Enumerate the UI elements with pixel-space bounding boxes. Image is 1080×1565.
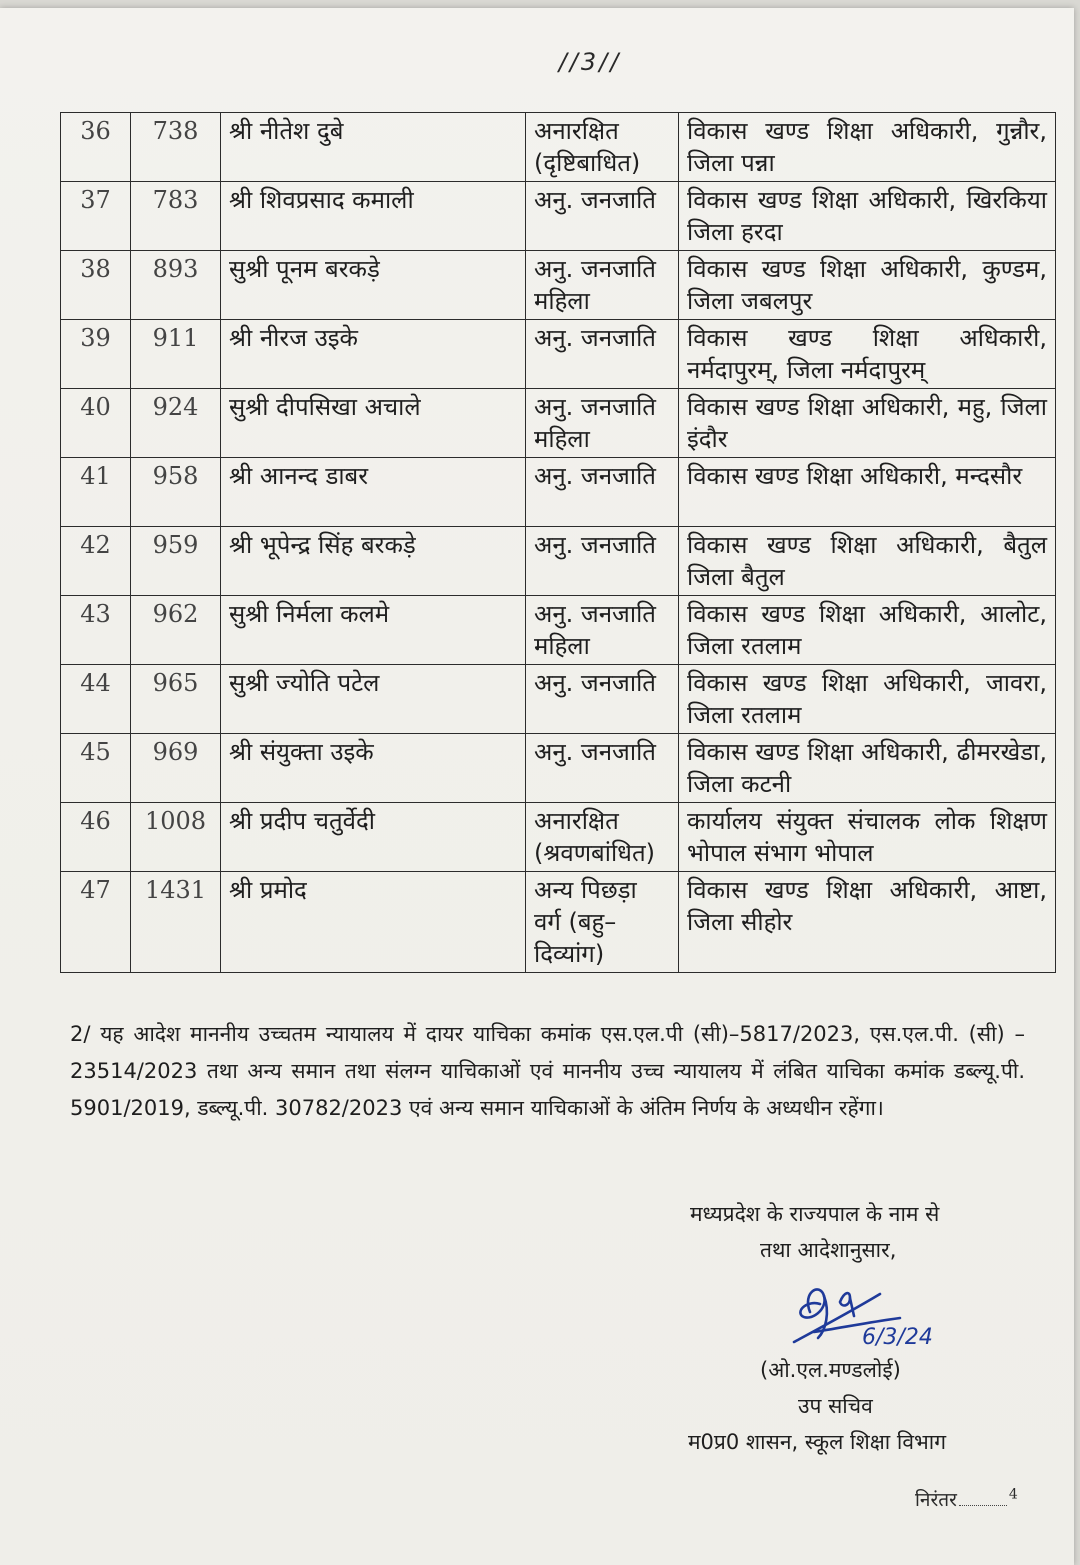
- signature-date: 6/3/24: [862, 1325, 933, 1350]
- category-cell: अनु. जनजाति: [526, 734, 679, 803]
- handwritten-signature: [780, 1272, 940, 1362]
- category-cell: अनु. जनजाति महिला: [526, 251, 679, 320]
- serial-number-cell: 39: [61, 320, 131, 389]
- name-cell: सुश्री निर्मला कलमे: [221, 596, 526, 665]
- serial-number-cell: 47: [61, 872, 131, 973]
- posting-cell: विकास खण्ड शिक्षा अधिकारी, गुन्नौर, जिला पन्ना: [679, 113, 1056, 182]
- table-row: [61, 320, 1056, 389]
- rank-cell: 893: [131, 251, 221, 320]
- category-cell: अनु. जनजाति महिला: [526, 596, 679, 665]
- table-row: [61, 596, 1056, 665]
- posting-cell: विकास खण्ड शिक्षा अधिकारी, जावरा, जिला रतलाम: [679, 665, 1056, 734]
- rank-cell: 924: [131, 389, 221, 458]
- name-cell: सुश्री ज्योति पटेल: [221, 665, 526, 734]
- category-cell: अन्य पिछड़ा वर्ग (बहु–दिव्यांग): [526, 872, 679, 973]
- category-cell: अनु. जनजाति: [526, 665, 679, 734]
- serial-number-cell: 46: [61, 803, 131, 872]
- posting-cell: विकास खण्ड शिक्षा अधिकारी, नर्मदापुरम्, जिला नर्मदापुरम्: [679, 320, 1056, 389]
- serial-number-cell: 40: [61, 389, 131, 458]
- posting-cell: विकास खण्ड शिक्षा अधिकारी, आष्टा, जिला सीहोर: [679, 872, 1056, 973]
- serial-number-cell: 44: [61, 665, 131, 734]
- rank-cell: 958: [131, 458, 221, 527]
- rank-cell: 969: [131, 734, 221, 803]
- name-cell: श्री भूपेन्द्र सिंह बरकड़े: [221, 527, 526, 596]
- name-cell: श्री शिवप्रसाद कमाली: [221, 182, 526, 251]
- table-row: [61, 251, 1056, 320]
- continued-note: [915, 1486, 1018, 1512]
- name-cell: श्री प्रदीप चतुर्वेदी: [221, 803, 526, 872]
- table-row: [61, 872, 1056, 973]
- posting-cell: विकास खण्ड शिक्षा अधिकारी, मन्दसौर: [679, 458, 1056, 527]
- next-page-number: 4: [1008, 1486, 1018, 1503]
- table-row: [61, 182, 1056, 251]
- name-cell: श्री नीरज उइके: [221, 320, 526, 389]
- name-cell: सुश्री पूनम बरकड़े: [221, 251, 526, 320]
- serial-number-cell: 38: [61, 251, 131, 320]
- continued-label: निरंतर: [915, 1489, 957, 1511]
- name-cell: श्री नीतेश दुबे: [221, 113, 526, 182]
- category-cell: अनु. जनजाति: [526, 182, 679, 251]
- table-row: [61, 803, 1056, 872]
- order-line: तथा आदेशानुसार,: [760, 1238, 897, 1262]
- category-cell: अनारक्षित (श्रवणबांधित): [526, 803, 679, 872]
- table-row: [61, 458, 1056, 527]
- officer-posting-table: [60, 112, 1056, 973]
- posting-cell: विकास खण्ड शिक्षा अधिकारी, बैतुल जिला बैतुल: [679, 527, 1056, 596]
- rank-cell: 1431: [131, 872, 221, 973]
- posting-cell: विकास खण्ड शिक्षा अधिकारी, महु, जिला इंदौर: [679, 389, 1056, 458]
- category-cell: अनारक्षित (दृष्टिबाधित): [526, 113, 679, 182]
- category-cell: अनु. जनजाति: [526, 458, 679, 527]
- serial-number-cell: 43: [61, 596, 131, 665]
- rank-cell: 738: [131, 113, 221, 182]
- posting-cell: कार्यालय संयुक्त संचालक लोक शिक्षण भोपाल संभाग भोपाल: [679, 803, 1056, 872]
- serial-number-cell: 37: [61, 182, 131, 251]
- serial-number-cell: 42: [61, 527, 131, 596]
- table-row: [61, 389, 1056, 458]
- rank-cell: 783: [131, 182, 221, 251]
- serial-number-cell: 36: [61, 113, 131, 182]
- document-page: [0, 8, 1074, 1565]
- posting-cell: विकास खण्ड शिक्षा अधिकारी, कुण्डम, जिला जबलपुर: [679, 251, 1056, 320]
- posting-cell: विकास खण्ड शिक्षा अधिकारी, आलोट, जिला रतलाम: [679, 596, 1056, 665]
- table-row: [61, 113, 1056, 182]
- serial-number-cell: 41: [61, 458, 131, 527]
- category-cell: अनु. जनजाति महिला: [526, 389, 679, 458]
- posting-cell: विकास खण्ड शिक्षा अधिकारी, खिरकिया जिला हरदा: [679, 182, 1056, 251]
- rank-cell: 965: [131, 665, 221, 734]
- rank-cell: 1008: [131, 803, 221, 872]
- signatory-name: (ओ.एल.मण्डलोई): [760, 1358, 901, 1382]
- rank-cell: 962: [131, 596, 221, 665]
- name-cell: श्री संयुक्ता उइके: [221, 734, 526, 803]
- rank-cell: 911: [131, 320, 221, 389]
- category-cell: अनु. जनजाति: [526, 320, 679, 389]
- rank-cell: 959: [131, 527, 221, 596]
- signatory-department: म0प्र0 शासन, स्कूल शिक्षा विभाग: [688, 1430, 947, 1454]
- page-number: //3//: [558, 48, 622, 76]
- dotted-leader: [959, 1505, 1007, 1506]
- table-row: [61, 665, 1056, 734]
- order-paragraph: 2/ यह आदेश माननीय उच्चतम न्यायालय में दायर याचिका कमांक एस.एल.पी (सी)–5817/2023, एस.एल.पी. (सी) – 23514/2023 तथा अन्य समान तथा संलग्न याचिकाओं एवं माननीय उच्च न्यायालय में लंबित याचिका कमांक डब्ल्यू.पी. 5901/2019, डब्ल्यू.पी. 30782/2023 एवं अन्य समान याचिकाओं के अंतिम निर्णय के अध्यधीन रहेंगा।: [70, 1022, 1025, 1120]
- name-cell: सुश्री दीपसिखा अचाले: [221, 389, 526, 458]
- authority-line: मध्यप्रदेश के राज्यपाल के नाम से: [690, 1202, 940, 1226]
- name-cell: श्री प्रमोद: [221, 872, 526, 973]
- table-row: [61, 734, 1056, 803]
- name-cell: श्री आनन्द डाबर: [221, 458, 526, 527]
- table-row: [61, 527, 1056, 596]
- serial-number-cell: 45: [61, 734, 131, 803]
- category-cell: अनु. जनजाति: [526, 527, 679, 596]
- posting-cell: विकास खण्ड शिक्षा अधिकारी, ढीमरखेडा, जिला कटनी: [679, 734, 1056, 803]
- signatory-designation: उप सचिव: [798, 1394, 873, 1418]
